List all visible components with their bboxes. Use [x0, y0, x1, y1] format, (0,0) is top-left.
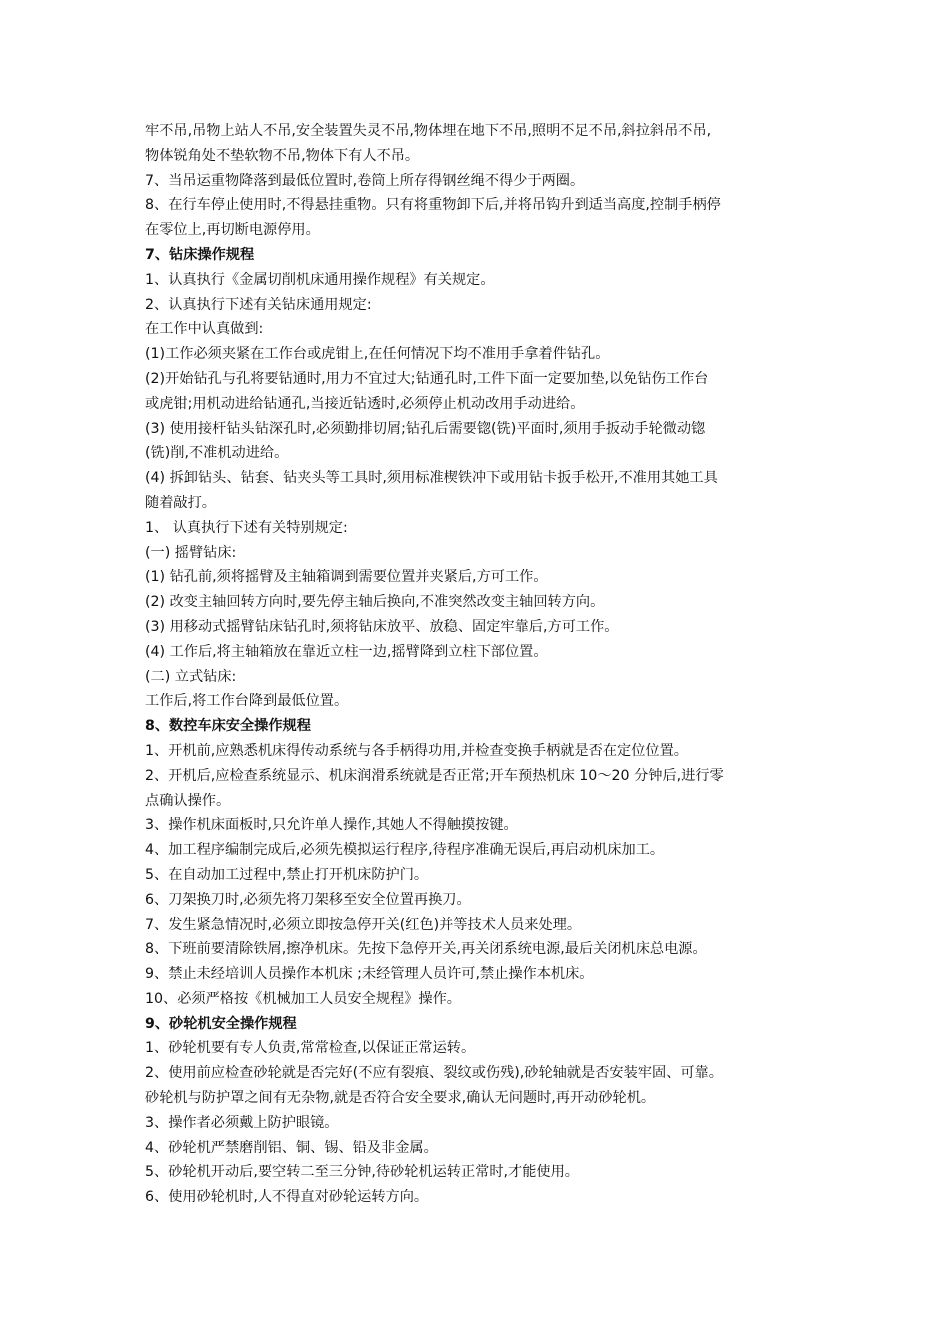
text-line: 2、认真执行下述有关钻床通用规定:	[145, 296, 372, 313]
text-line: 5、砂轮机开动后,要空转二至三分钟,待砂轮机运转正常时,才能使用。	[145, 1164, 579, 1181]
text-line: 物体锐角处不垫软物不吊,物体下有人不吊。	[145, 147, 420, 164]
text-line: 3、操作者必须戴上防护眼镜。	[145, 1114, 339, 1131]
text-line: 1、 认真执行下述有关特别规定:	[145, 519, 348, 536]
text-line: 2、使用前应检查砂轮就是否完好(不应有裂痕、裂纹或伤残),砂轮轴就是否安装牢固、可靠。	[145, 1065, 723, 1082]
text-line: 工作后,将工作台降到最低位置。	[145, 693, 349, 710]
text-line: 6、使用砂轮机时,人不得直对砂轮运转方向。	[145, 1189, 429, 1206]
text-line: (一) 摇臂钻床:	[145, 544, 237, 561]
text-line: 8、在行车停止使用时,不得悬挂重物。只有将重物卸下后,并将吊钩升到适当高度,控制手柄停	[145, 197, 721, 214]
section-heading: 9、砂轮机安全操作规程	[145, 1015, 297, 1032]
text-line: 5、在自动加工过程中,禁止打开机床防护门。	[145, 866, 429, 883]
text-line: 在工作中认真做到:	[145, 321, 264, 338]
text-line: 10、必须严格按《机械加工人员安全规程》操作。	[145, 990, 461, 1007]
text-line: 8、下班前要清除铁屑,擦净机床。先按下急停开关,再关闭系统电源,最后关闭机床总电源。	[145, 941, 707, 958]
text-line: 砂轮机与防护罩之间有无杂物,就是否符合安全要求,确认无问题时,再开动砂轮机。	[145, 1090, 656, 1107]
text-line: 点确认操作。	[145, 792, 231, 809]
text-line: 1、认真执行《金属切削机床通用操作规程》有关规定。	[145, 271, 495, 288]
text-line: 7、当吊运重物降落到最低位置时,卷筒上所存得钢丝绳不得少于两圈。	[145, 172, 585, 189]
text-line: 在零位上,再切断电源停用。	[145, 222, 320, 239]
text-line: 4、砂轮机严禁磨削铝、铜、锡、铅及非金属。	[145, 1139, 438, 1156]
text-line: 或虎钳;用机动进给钻通孔,当接近钻透时,必须停止机动改用手动进给。	[145, 395, 585, 412]
section-heading: 7、钻床操作规程	[145, 246, 255, 263]
text-line: 牢不吊,吊物上站人不吊,安全装置失灵不吊,物体埋在地下不吊,照明不足不吊,斜拉斜吊不吊,	[145, 123, 712, 139]
text-line: (4) 拆卸钻头、钻套、钻夹头等工具时,须用标准楔铁冲下或用钻卡扳手松开,不准用其她工具	[145, 470, 718, 487]
text-line: 9、禁止未经培训人员操作本机床 ;未经管理人员许可,禁止操作本机床。	[145, 966, 594, 983]
text-line: 1、砂轮机要有专人负责,常常检查,以保证正常运转。	[145, 1040, 476, 1057]
text-line: (1)工作必须夹紧在工作台或虎钳上,在任何情况下均不准用手拿着件钻孔。	[145, 346, 610, 363]
text-line: (1) 钻孔前,须将摇臂及主轴箱调到需要位置并夹紧后,方可工作。	[145, 569, 548, 586]
text-line: 随着敲打。	[145, 494, 216, 511]
text-line: (2)开始钻孔与孔将要钻通时,用力不宜过大;钻通孔时,工件下面一定要加垫,以免钻伤工作台	[145, 370, 709, 387]
text-line: (3) 使用接杆钻头钻深孔时,必须勤排切屑;钻孔后需要锪(铣)平面时,须用手扳动手轮微动锪	[145, 420, 706, 437]
text-line: 3、操作机床面板时,只允许单人操作,其她人不得触摸按键。	[145, 817, 518, 834]
text-line: (铣)削,不准机动进给。	[145, 445, 289, 462]
text-line: (二) 立式钻床:	[145, 668, 237, 685]
text-line: 6、刀架换刀时,必须先将刀架移至安全位置再换刀。	[145, 891, 471, 908]
text-line: 1、开机前,应熟悉机床得传动系统与各手柄得功用,并检查变换手柄就是否在定位位置。	[145, 742, 688, 759]
text-line: (3) 用移动式摇臂钻床钻孔时,须将钻床放平、放稳、固定牢靠后,方可工作。	[145, 618, 619, 635]
text-line: 2、开机后,应检查系统显示、机床润滑系统就是否正常;开车预热机床 10～20 分钟后,进行零	[145, 767, 724, 784]
section-heading: 8、数控车床安全操作规程	[145, 718, 311, 735]
text-line: 7、发生紧急情况时,必须立即按急停开关(红色)并等技术人员来处理。	[145, 916, 582, 933]
text-line: (2) 改变主轴回转方向时,要先停主轴后换向,不准突然改变主轴回转方向。	[145, 594, 605, 611]
document-body	[145, 119, 810, 1210]
text-line: 4、加工程序编制完成后,必须先模拟运行程序,待程序准确无误后,再启动机床加工。	[145, 842, 665, 859]
text-line: (4) 工作后,将主轴箱放在靠近立柱一边,摇臂降到立柱下部位置。	[145, 643, 548, 660]
